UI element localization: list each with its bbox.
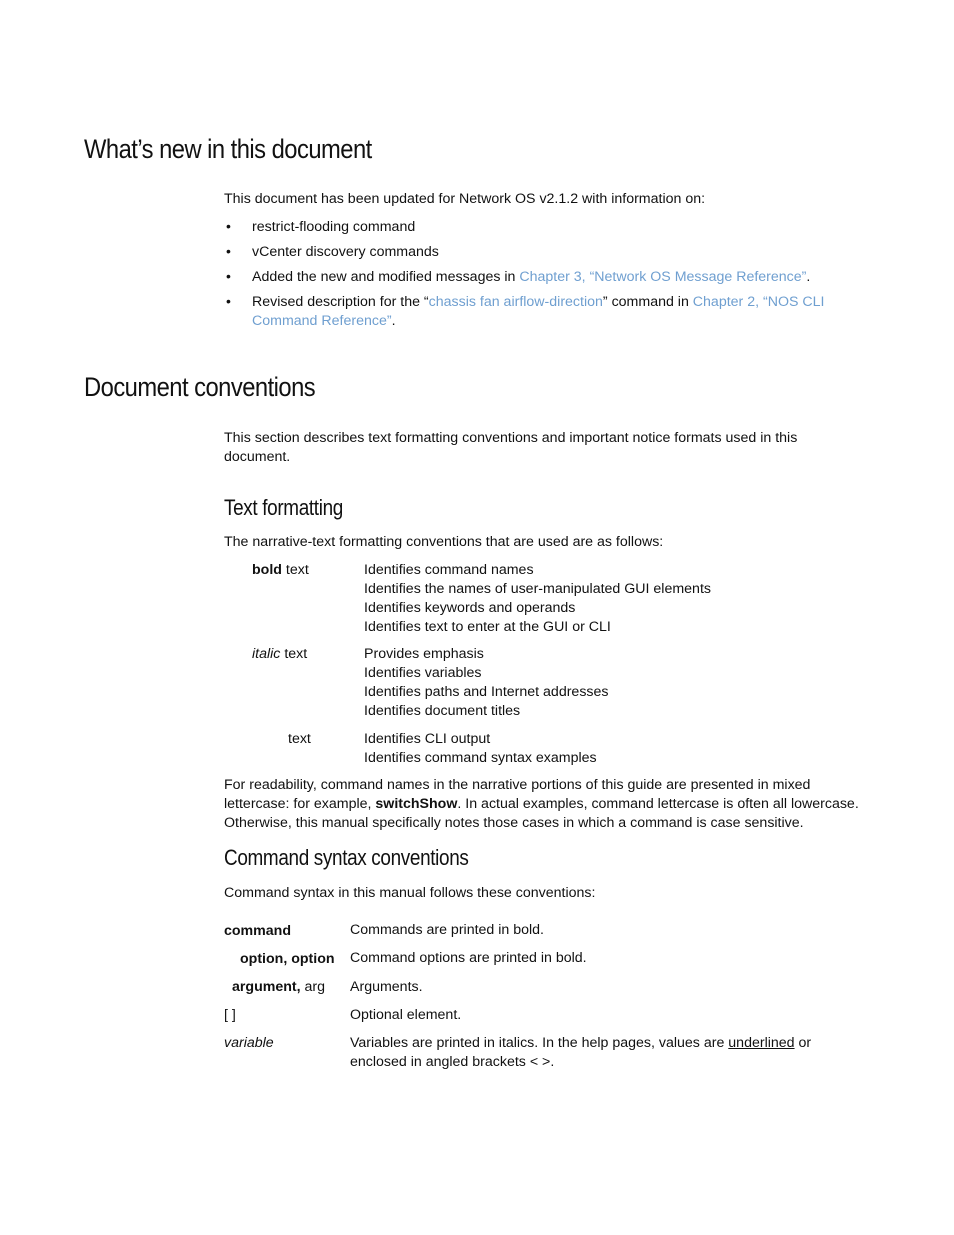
syntax-label-optional [224, 1006, 236, 1025]
desc-line: Identifies paths and Internet addresses [364, 684, 609, 700]
bullet-restrict-flooding: restrict-flooding command [252, 219, 416, 235]
desc-line: Identifies text to enter at the GUI or CLI [364, 619, 611, 635]
italic-word: italic [252, 646, 281, 662]
variable-desc-post: or enclosed in angled brackets < >. [350, 1035, 812, 1070]
desc-line: Identifies variables [364, 665, 482, 681]
syntax-desc-option: Command options are printed in bold. [350, 950, 587, 966]
syntax-label-plain: [ ] [224, 1007, 236, 1023]
conventions-heading: Document conventions [84, 372, 316, 402]
bullet-revised [252, 293, 872, 331]
italic-label-suffix: text [280, 646, 308, 662]
readability-pre: For readability, command names in the narrative portions of this guide are presented in mixed lettercase: for example, [224, 777, 811, 812]
bullet-revised-mid: ” command in [602, 294, 693, 310]
bold-label-suffix: text [281, 562, 309, 578]
bullet-messages [252, 268, 810, 287]
bullet-revised-pre: Revised description for the “ [252, 294, 429, 310]
variable-desc-pre: Variables are printed in italics. In the help pages, values are [350, 1035, 729, 1051]
code-text-description [364, 730, 597, 768]
bullet-dot: • [226, 243, 231, 259]
desc-line: Identifies command names [364, 562, 534, 578]
italic-text-description [364, 645, 609, 721]
desc-line: Identifies keywords and operands [364, 600, 576, 616]
bullet-revised-post: . [391, 313, 396, 329]
syntax-intro: Command syntax in this manual follows these conventions: [224, 885, 596, 901]
bullet-dot: • [226, 218, 231, 234]
syntax-label-option [240, 950, 335, 969]
syntax-label-plain: arg [300, 979, 326, 995]
bullet-dot: • [226, 268, 231, 284]
switchshow-command: switchShow [375, 796, 458, 812]
syntax-desc-command: Commands are printed in bold. [350, 922, 544, 938]
link-chassis-fan[interactable]: chassis fan airflow-direction [428, 294, 603, 310]
conventions-intro: This section describes text formatting conventions and important notice formats used in this document. [224, 430, 798, 465]
syntax-heading: Command syntax conventions [224, 845, 469, 870]
syntax-label-variable: variable [224, 1035, 274, 1051]
readability-post: . In actual examples, command lettercase is often all lowercase. Otherwise, this manual specifically notes those cases in which a command is case sensitive. [224, 796, 859, 831]
variable-desc-underlined: underlined [728, 1035, 795, 1051]
code-text-label [288, 730, 311, 749]
syntax-label-bold: argument, [232, 979, 301, 995]
bullet-messages-pre: Added the new and modified messages in [252, 269, 520, 285]
whats-new-heading: What’s new in this document [84, 134, 372, 164]
desc-line: Provides emphasis [364, 646, 484, 662]
syntax-label-bold: command [224, 923, 292, 939]
syntax-label-bold: option, option [240, 951, 335, 967]
text-formatting-heading: Text formatting [224, 495, 343, 520]
bold-text-description [364, 561, 711, 637]
bullet-messages-post: . [806, 269, 811, 285]
desc-line: Identifies document titles [364, 703, 521, 719]
bold-text-label [252, 561, 309, 580]
bold-word: bold [252, 562, 282, 578]
readability-paragraph [224, 776, 874, 833]
syntax-desc-argument: Arguments. [350, 979, 423, 995]
desc-line: Identifies command syntax examples [364, 750, 597, 766]
italic-text-label [252, 645, 307, 664]
syntax-label-argument [232, 978, 325, 997]
syntax-desc-variable [350, 1034, 860, 1072]
link-chapter-3[interactable]: Chapter 3, “Network OS Message Reference” [519, 269, 807, 285]
bullet-dot: • [226, 293, 231, 309]
syntax-label-command [224, 922, 291, 941]
desc-line: Identifies CLI output [364, 731, 491, 747]
link-chapter-2[interactable]: Chapter 2, “NOS CLI Command Reference” [252, 294, 825, 329]
code-label-suffix: text [288, 731, 311, 747]
whats-new-intro: This document has been updated for Network OS v2.1.2 with information on: [224, 191, 706, 207]
desc-line: Identifies the names of user-manipulated GUI elements [364, 581, 711, 597]
syntax-desc-optional: Optional element. [350, 1007, 462, 1023]
bullet-vcenter: vCenter discovery commands [252, 244, 439, 260]
text-formatting-intro: The narrative-text formatting conventions that are used are as follows: [224, 534, 664, 550]
